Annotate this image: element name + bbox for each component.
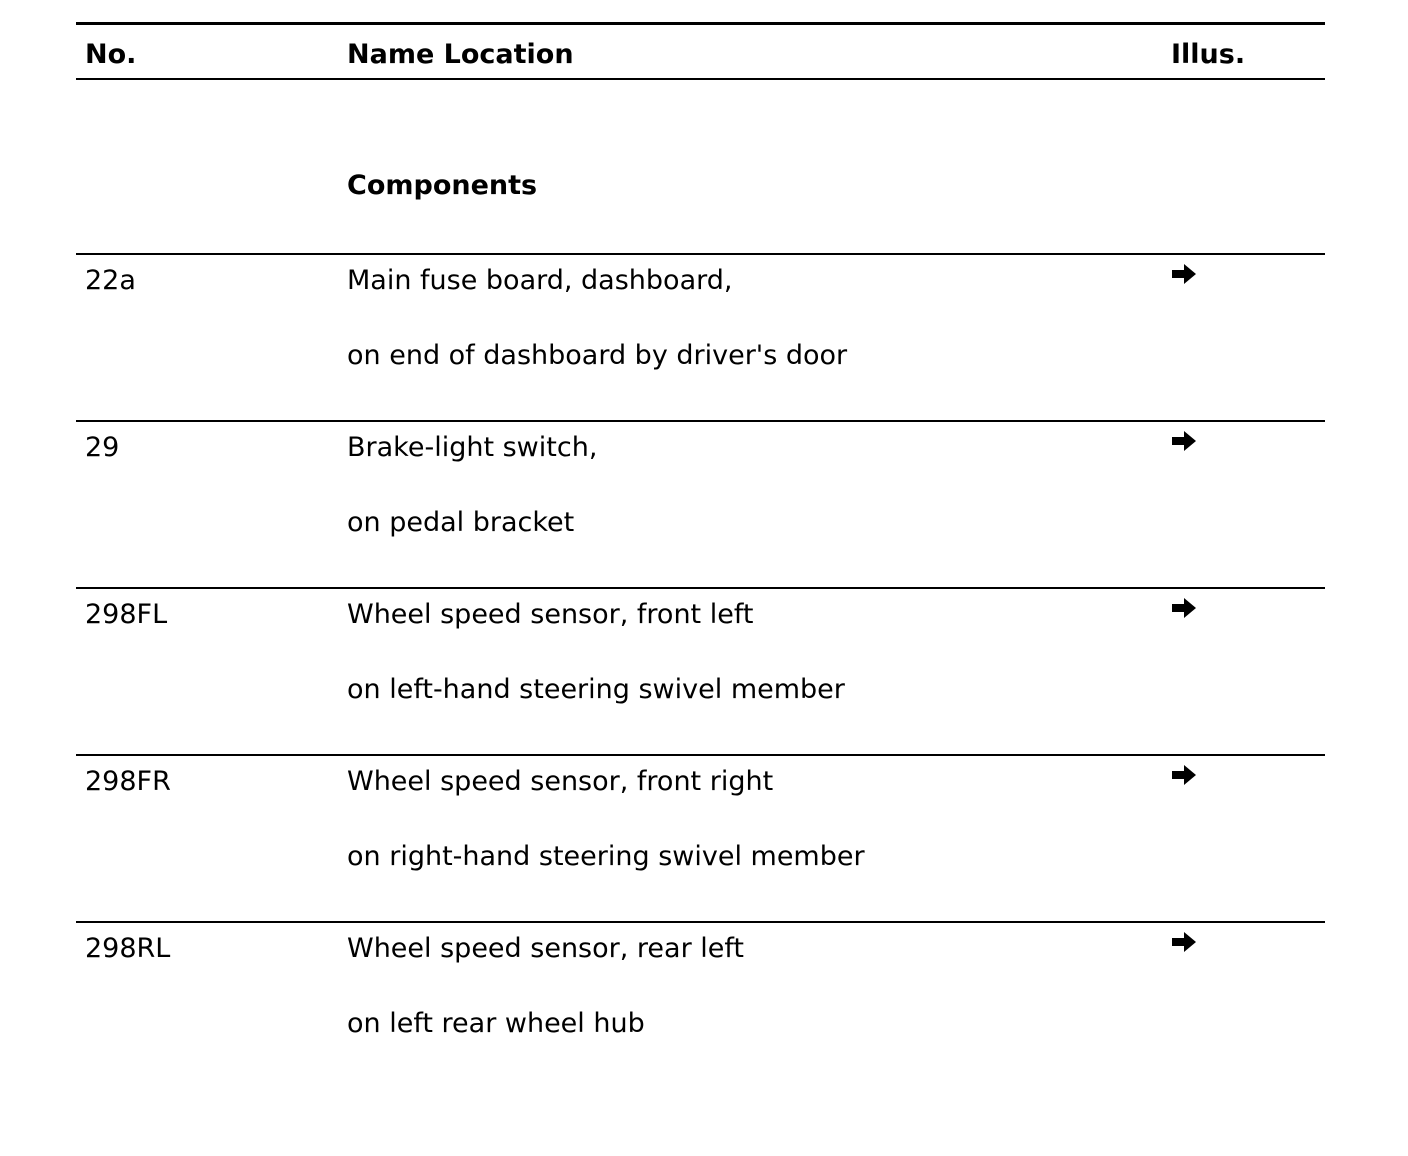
arrow-right-icon[interactable] [1171, 597, 1197, 619]
row-number: 22a [85, 265, 136, 296]
table-row [76, 255, 1325, 422]
row-location: on pedal bracket [347, 507, 575, 538]
row-location: on left rear wheel hub [347, 1008, 645, 1039]
row-name: Wheel speed sensor, rear left [347, 933, 744, 964]
table-row [76, 923, 1325, 1090]
arrow-right-icon[interactable] [1171, 263, 1197, 285]
arrow-right-icon[interactable] [1171, 931, 1197, 953]
table-header [76, 22, 1325, 80]
row-number: 298FR [85, 766, 171, 797]
row-name: Wheel speed sensor, front left [347, 599, 754, 630]
section-title: Components [347, 170, 538, 201]
row-number: 298RL [85, 933, 171, 964]
row-location: on end of dashboard by driver's door [347, 340, 848, 371]
header-name-location: Name Location [347, 39, 574, 70]
components-table [76, 22, 1325, 1090]
arrow-right-icon[interactable] [1171, 764, 1197, 786]
table-row [76, 589, 1325, 756]
table-row [76, 756, 1325, 923]
row-name: Wheel speed sensor, front right [347, 766, 774, 797]
row-number: 298FL [85, 599, 168, 630]
row-location: on left-hand steering swivel member [347, 674, 845, 705]
header-no: No. [85, 39, 137, 70]
row-name: Main fuse board, dashboard, [347, 265, 733, 296]
arrow-right-icon[interactable] [1171, 430, 1197, 452]
section-header [76, 80, 1325, 255]
row-location: on right-hand steering swivel member [347, 841, 865, 872]
table-row [76, 422, 1325, 589]
row-name: Brake-light switch, [347, 432, 598, 463]
row-number: 29 [85, 432, 120, 463]
header-illus: Illus. [1171, 39, 1246, 70]
